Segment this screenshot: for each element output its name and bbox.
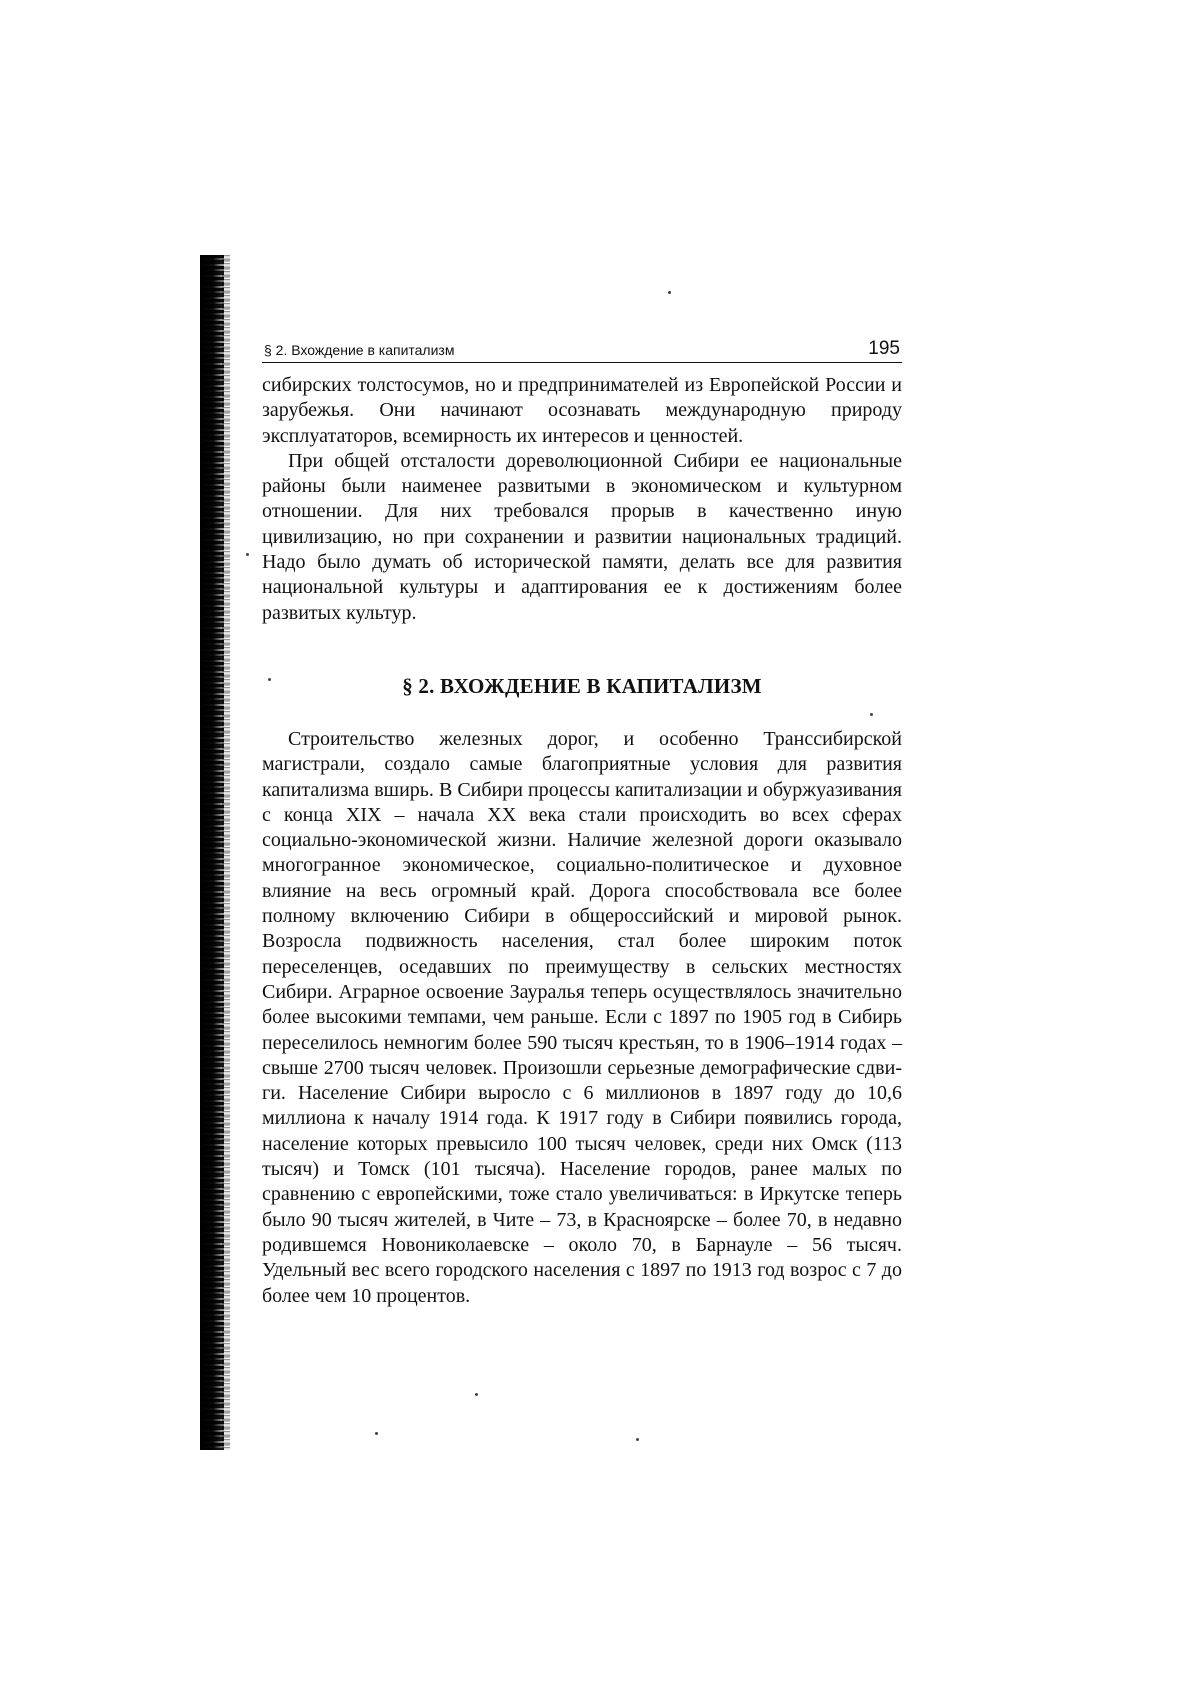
scan-speck: [636, 1438, 639, 1441]
scan-binding-shadow: [200, 255, 224, 1450]
paragraph: При общей отсталости дореволюционной Сибири ее национальные районы были наименее развитыми в экономическом и культурном отношении. Для них требовался прорыв в качественно иную цивилизацию, но при сохранении и развитии национальных традиций. Надо было думать об исторической памяти, делать все для развития национальной культуры и адаптирования ее к достижениям более развитых культур.: [262, 449, 902, 624]
scan-speck: [375, 1432, 378, 1435]
book-page: [262, 334, 902, 1309]
section-heading: § 2. ВХОЖДЕНИЕ В КАПИТАЛИЗМ: [402, 673, 762, 698]
paragraph: сибирских толстосумов, но и предпринимателей из Европейской России и зарубежья. Они начинают осознавать международную природу эксплуататоров, всемирность их интересов и ценностей.: [262, 374, 902, 447]
scan-speck: [246, 553, 249, 556]
scan-speck: [668, 291, 671, 294]
paragraph: Строительство железных дорог, и особенно Транссибирской магистрали, создало самые благоприятные условия для развития капитализма вширь. В Сибири процессы капитализации и обуржуазивания с конца XIX – начала XX века стали происходить во всех сферах социально-экономической жизни. Наличие железной дороги оказывало многогранное экономическое, социально-политическое и духовное влияние на весь огромный край. Дорога способствовала все более полному включению Сибири в общероссийский и мировой рынок. Возросла подвижность населения, стал более широким поток переселенцев, оседавших по преимуществу в сельских местностях Сибири. Аграрное освоение Зауралья теперь осуществлялось значительно более высокими темпами, чем раньше. Если с 1897 по 1905 год в Сибирь переселилось немногим более 590 тысяч крестьян, то в 1906–1914 годах – свыше 2700 тысяч человек. Произошли серьезные демографические сдвиги. Население Сибири выросло с 6 миллионов в 1897 году до 10,6 миллиона к началу 1914 года. К 1917 году в Сибири появились города, население которых превысило 100 тысяч человек, среди них Омск (113 тысяч) и Томск (101 тысяча). Население городов, ранее малых по сравнению с европейскими, тоже стало увеличиваться: в Иркутске теперь было 90 тысяч жителей, в Чите – 73, в Красноярске – более 70, в недавно родившемся Новониколаевске – около 70, в Барнауле – 56 тысяч. Удельный вес всего городского населения с 1897 по 1913 год возрос с 7 до более чем 10 процентов.: [262, 727, 902, 1307]
running-head-title: § 2. Вхождение в капитализм: [264, 342, 455, 358]
running-head: [262, 334, 902, 363]
intro-text: [262, 373, 902, 626]
section-text: [262, 727, 902, 1309]
page-number: 195: [868, 338, 900, 359]
scan-speck: [475, 1393, 478, 1396]
